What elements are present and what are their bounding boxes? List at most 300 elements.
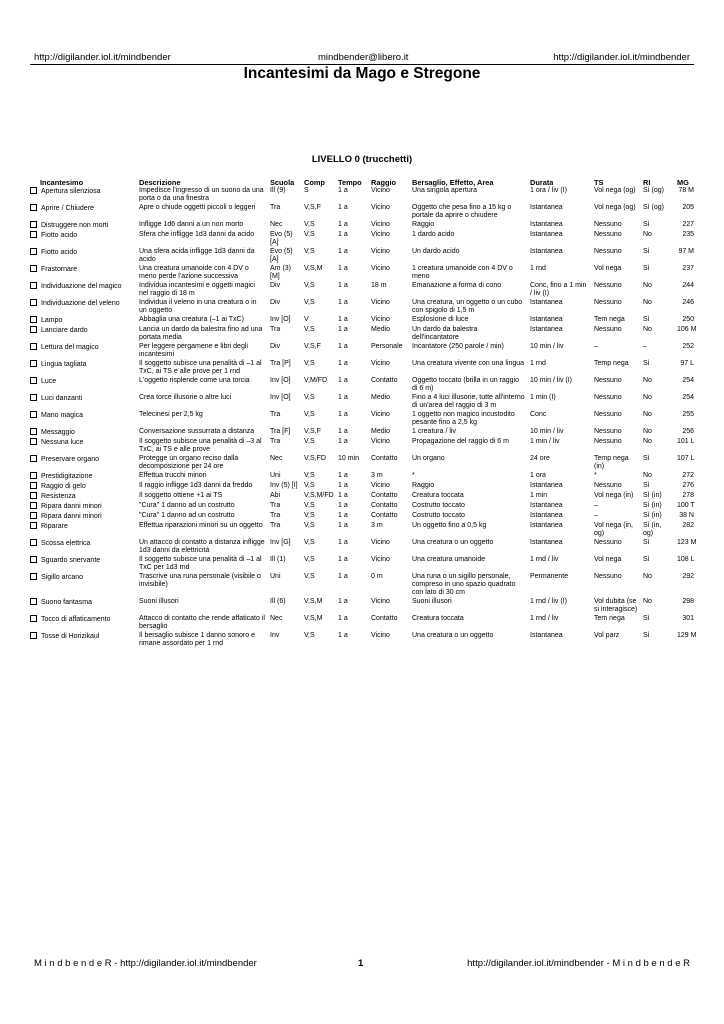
spell-range: Vicino bbox=[371, 265, 390, 272]
spell-target: Un dardo da balestra dell'incantatore bbox=[412, 326, 478, 341]
spell-name-cell bbox=[30, 455, 137, 472]
spell-saving-throw: Vol parz bbox=[594, 632, 620, 639]
spell-school: Tra [F] bbox=[270, 428, 291, 435]
spell-description: Individua incantesimi e oggetti magici nel raggio di 18 m bbox=[139, 282, 255, 297]
spell-school: Uni bbox=[270, 573, 281, 580]
spell-resistance: Sì bbox=[643, 539, 650, 546]
spell-name: Frastornare bbox=[41, 266, 78, 273]
col-header: Comp bbox=[304, 177, 325, 187]
spell-target: Raggio bbox=[412, 482, 435, 489]
spell-range: Vicino bbox=[371, 556, 390, 563]
spell-resistance: Sì (in) bbox=[643, 512, 662, 519]
spell-name-cell bbox=[30, 539, 137, 556]
spell-name-cell bbox=[30, 231, 137, 248]
spell-school: Nec bbox=[270, 615, 283, 622]
spell-duration: 1 min bbox=[530, 492, 548, 499]
spell-target: 1 oggetto non magico incustodito pesante fino a 2,5 kg bbox=[412, 411, 515, 426]
spell-name-cell bbox=[30, 326, 137, 343]
spell-casting-time: 1 a bbox=[338, 411, 348, 418]
spell-range: Vicino bbox=[371, 482, 390, 489]
checkbox-icon[interactable] bbox=[30, 472, 37, 479]
spell-description: Per leggere pergamene e libri degli incantesimi bbox=[139, 343, 248, 358]
spell-source: 100 T bbox=[677, 502, 695, 509]
spell-name: Prestidigitazione bbox=[41, 473, 93, 480]
spell-saving-throw: Nessuno bbox=[594, 539, 622, 546]
spell-school: Tra bbox=[270, 522, 281, 529]
checkbox-icon[interactable] bbox=[30, 231, 37, 238]
spell-range: Vicino bbox=[371, 231, 390, 238]
spell-resistance: Sì bbox=[643, 316, 650, 323]
checkbox-icon[interactable] bbox=[30, 522, 37, 529]
spell-components: V,S bbox=[304, 360, 315, 367]
checkbox-icon[interactable] bbox=[30, 598, 37, 605]
spell-source: 272 bbox=[682, 472, 694, 479]
spell-name-cell bbox=[30, 248, 137, 265]
spell-name: Aprire / Chiudere bbox=[41, 205, 94, 212]
spell-casting-time: 1 a bbox=[338, 343, 348, 350]
spell-components: V,S bbox=[304, 438, 315, 445]
spell-components: V,S bbox=[304, 326, 315, 333]
spell-source: 256 bbox=[682, 428, 694, 435]
spell-casting-time: 1 a bbox=[338, 360, 348, 367]
spell-saving-throw: Nessuno bbox=[594, 394, 622, 401]
spell-source: 227 bbox=[682, 221, 694, 228]
spell-target: 1 creatura umanoide con 4 DV o meno bbox=[412, 265, 513, 280]
spell-target: Esplosione di luce bbox=[412, 316, 469, 323]
spell-source: 255 bbox=[682, 411, 694, 418]
spell-saving-throw: Vol nega (og) bbox=[594, 204, 636, 211]
spell-name: Lampo bbox=[41, 317, 63, 324]
spell-saving-throw: Nessuno bbox=[594, 411, 622, 418]
table-row bbox=[30, 632, 694, 649]
spell-range: Medio bbox=[371, 326, 391, 333]
spell-source: 97 M bbox=[678, 248, 694, 255]
spell-target: Suoni illusori bbox=[412, 598, 452, 605]
spell-resistance: Sì bbox=[643, 265, 650, 272]
checkbox-icon[interactable] bbox=[30, 539, 37, 546]
spell-name-cell bbox=[30, 632, 137, 649]
spell-description: Il soggetto subisce una penalità di –3 al TxC, ai TS e alle prove bbox=[139, 438, 262, 453]
spell-duration: Istantanea bbox=[530, 482, 563, 489]
spell-target: Raggio bbox=[412, 221, 435, 228]
spell-resistance: No bbox=[643, 231, 652, 238]
spell-resistance: No bbox=[643, 438, 652, 445]
spell-components: V,S,M bbox=[304, 265, 323, 272]
spell-description: Suoni illusori bbox=[139, 598, 179, 605]
spell-source: 101 L bbox=[677, 438, 695, 445]
checkbox-icon[interactable] bbox=[30, 299, 37, 306]
spell-name-cell bbox=[30, 394, 137, 411]
spell-saving-throw: Vol dubita (se si interagisce) bbox=[594, 598, 638, 613]
col-header: MG bbox=[677, 177, 689, 187]
spell-name-cell bbox=[30, 492, 137, 502]
spell-casting-time: 1 a bbox=[338, 438, 348, 445]
spell-casting-time: 1 a bbox=[338, 573, 348, 580]
spell-description: Impedisce l'ingresso di un suono da una porta o da una finestra bbox=[139, 187, 264, 202]
spell-name: Apertura silenziosa bbox=[41, 188, 101, 195]
spell-source: 254 bbox=[682, 394, 694, 401]
spell-target: * bbox=[412, 472, 415, 479]
spell-duration: Istantanea bbox=[530, 632, 563, 639]
spell-saving-throw: Nessuno bbox=[594, 482, 622, 489]
spell-target: Un oggetto fino a 0,5 kg bbox=[412, 522, 487, 529]
spell-target: Incantatore (250 parole / min) bbox=[412, 343, 504, 350]
spell-name: Ripara danni minori bbox=[41, 503, 102, 510]
spell-saving-throw: Nessuno bbox=[594, 282, 622, 289]
spell-target: Creatura toccata bbox=[412, 615, 464, 622]
spell-duration: Istantanea bbox=[530, 512, 563, 519]
table-row bbox=[30, 556, 694, 573]
spell-source: 254 bbox=[682, 377, 694, 384]
spell-range: Medio bbox=[371, 394, 391, 401]
spell-description: Una creatura umanoide con 4 DV o meno perde l'azione successiva bbox=[139, 265, 249, 280]
col-header: Scuola bbox=[270, 177, 295, 187]
header-email: mindbender@libero.it bbox=[318, 52, 409, 63]
spell-description: L'oggetto risplende come una torcia bbox=[139, 377, 250, 384]
spell-casting-time: 1 a bbox=[338, 377, 348, 384]
table-row bbox=[30, 326, 694, 343]
spell-duration: 1 rnd / liv bbox=[530, 556, 559, 563]
spell-name-cell bbox=[30, 265, 137, 282]
spell-school: Tra bbox=[270, 411, 281, 418]
spell-name: Lanciare dardo bbox=[41, 327, 88, 334]
spell-description: Un attacco di contatto a distanza infligge 1d3 danni da elettricità bbox=[139, 539, 265, 554]
checkbox-icon[interactable] bbox=[30, 428, 37, 435]
spell-components: S bbox=[304, 187, 309, 194]
table-row bbox=[30, 428, 694, 438]
spell-duration: 1 rnd bbox=[530, 265, 546, 272]
spell-saving-throw: Vol nega bbox=[594, 556, 622, 563]
spell-source: 237 bbox=[682, 265, 694, 272]
spell-name: Resistenza bbox=[41, 493, 76, 500]
spell-name-cell bbox=[30, 615, 137, 632]
spell-duration: 1 ora / liv (I) bbox=[530, 187, 567, 194]
spell-school: Tra bbox=[270, 502, 281, 509]
spell-description: Attacco di contatto che rende affaticato il bersaglio bbox=[139, 615, 265, 630]
checkbox-icon[interactable] bbox=[30, 316, 37, 323]
spell-target: Oggetto toccato (brilla in un raggio di 6 m) bbox=[412, 377, 520, 392]
spell-name: Mano magica bbox=[41, 412, 84, 419]
spell-target: Emanazione a forma di cono bbox=[412, 282, 502, 289]
page-number: 1 bbox=[358, 958, 364, 969]
spell-description: Lancia un dardo da balestra fino ad una portata media bbox=[139, 326, 263, 341]
spell-components: V,M/FD bbox=[304, 377, 328, 384]
spell-school: Inv [G] bbox=[270, 539, 291, 546]
spell-range: Vicino bbox=[371, 632, 390, 639]
spell-resistance: Sì (og) bbox=[643, 204, 665, 211]
checkbox-icon[interactable] bbox=[30, 394, 37, 401]
checkbox-icon[interactable] bbox=[30, 204, 37, 211]
spell-casting-time: 1 a bbox=[338, 204, 348, 211]
spell-casting-time: 1 a bbox=[338, 316, 348, 323]
spell-target: Costrutto toccato bbox=[412, 512, 465, 519]
spell-components: V,S bbox=[304, 299, 315, 306]
spell-components: V,S bbox=[304, 539, 315, 546]
spell-saving-throw: Temp nega bbox=[594, 360, 629, 367]
spell-casting-time: 1 a bbox=[338, 512, 348, 519]
spell-casting-time: 1 a bbox=[338, 482, 348, 489]
spell-school: Div bbox=[270, 299, 281, 306]
checkbox-icon[interactable] bbox=[30, 377, 37, 384]
spell-source: 123 M bbox=[677, 539, 697, 546]
spell-range: Vicino bbox=[371, 539, 390, 546]
spell-description: Protegge un organo reciso dalla decomposizione per 24 ore bbox=[139, 455, 239, 470]
spell-components: V,S bbox=[304, 411, 315, 418]
spell-source: 282 bbox=[682, 522, 694, 529]
spell-name-cell bbox=[30, 360, 137, 377]
spell-school: Evo (5) [A] bbox=[270, 231, 293, 246]
spell-source: 78 M bbox=[678, 187, 694, 194]
spell-target: Un organo bbox=[412, 455, 445, 462]
checkbox-icon[interactable] bbox=[30, 502, 37, 509]
checkbox-icon[interactable] bbox=[30, 187, 37, 194]
page-title: Incantesimi da Mago e Stregone bbox=[243, 65, 481, 82]
spell-description: Effettua trucchi minori bbox=[139, 472, 207, 479]
spell-school: Div bbox=[270, 282, 281, 289]
spell-school: Tra bbox=[270, 438, 281, 445]
spell-resistance: Sì (in, og) bbox=[643, 522, 662, 537]
spell-source: 107 L bbox=[677, 455, 695, 462]
checkbox-icon[interactable] bbox=[30, 343, 37, 350]
spell-casting-time: 1 a bbox=[338, 556, 348, 563]
spell-range: Vicino bbox=[371, 221, 390, 228]
spell-name: Messaggio bbox=[41, 429, 75, 436]
spell-name-cell bbox=[30, 598, 137, 615]
spell-range: Medio bbox=[371, 428, 391, 435]
col-header: Bersaglio, Effetto, Area bbox=[412, 177, 494, 187]
spell-name-cell bbox=[30, 187, 137, 204]
table-row bbox=[30, 512, 694, 522]
spell-school: Nec bbox=[270, 455, 283, 462]
col-header: Incantesimo bbox=[40, 177, 84, 187]
spell-school: Inv bbox=[270, 632, 280, 639]
footer-right: http://digilander.iol.it/mindbender - M i n d b e n d e R bbox=[467, 958, 690, 969]
table-row bbox=[30, 502, 694, 512]
spell-school: Tra bbox=[270, 512, 281, 519]
checkbox-icon[interactable] bbox=[30, 615, 37, 622]
spell-name-cell bbox=[30, 299, 137, 316]
spell-description: Individua il veleno in una creatura o in un oggetto bbox=[139, 299, 257, 314]
spell-range: Vicino bbox=[371, 411, 390, 418]
spell-saving-throw: Nessuno bbox=[594, 299, 622, 306]
spell-range: 3 m bbox=[371, 522, 383, 529]
spell-casting-time: 1 a bbox=[338, 598, 348, 605]
checkbox-icon[interactable] bbox=[30, 482, 37, 489]
spell-range: Contatto bbox=[371, 492, 398, 499]
spell-source: 106 M bbox=[677, 326, 697, 333]
spell-description: Abbaglia una creatura (–1 ai TxC) bbox=[139, 316, 244, 323]
checkbox-icon[interactable] bbox=[30, 265, 37, 272]
spell-resistance: Sì bbox=[643, 556, 650, 563]
spell-range: Vicino bbox=[371, 438, 390, 445]
spell-description: Conversazione sussurrata a distanza bbox=[139, 428, 255, 435]
spell-components: V bbox=[304, 316, 309, 323]
col-header: Raggio bbox=[371, 177, 397, 187]
spell-school: Ill (9) bbox=[270, 187, 286, 194]
spell-name-cell bbox=[30, 522, 137, 539]
checkbox-icon[interactable] bbox=[30, 632, 37, 639]
spell-duration: Istantanea bbox=[530, 326, 563, 333]
spell-name-cell bbox=[30, 316, 137, 326]
spell-description: Una sfera acida infligge 1d3 danni da acido bbox=[139, 248, 255, 263]
table-row bbox=[30, 472, 694, 482]
spell-saving-throw: Tem nega bbox=[594, 615, 625, 622]
spell-name: Luci danzanti bbox=[41, 395, 83, 402]
spell-resistance: Sì bbox=[643, 360, 650, 367]
spell-saving-throw: * bbox=[594, 472, 597, 479]
spell-name: Sigillo arcano bbox=[41, 574, 84, 581]
spell-casting-time: 1 a bbox=[338, 231, 348, 238]
table-row bbox=[30, 455, 694, 472]
spell-saving-throw: Nessuno bbox=[594, 438, 622, 445]
checkbox-icon[interactable] bbox=[30, 573, 37, 580]
spell-casting-time: 1 a bbox=[338, 492, 348, 499]
spell-source: 252 bbox=[682, 343, 694, 350]
spell-resistance: No bbox=[643, 428, 652, 435]
checkbox-icon[interactable] bbox=[30, 248, 37, 255]
checkbox-icon[interactable] bbox=[30, 556, 37, 563]
checkbox-icon[interactable] bbox=[30, 411, 37, 418]
spell-components: V,S,F bbox=[304, 204, 321, 211]
spell-casting-time: 1 a bbox=[338, 282, 348, 289]
spell-source: 97 L bbox=[680, 360, 694, 367]
page-footer bbox=[30, 958, 694, 970]
spell-name-cell bbox=[30, 472, 137, 482]
spell-duration: 1 rnd / liv (I) bbox=[530, 598, 567, 605]
header-left-url: http://digilander.iol.it/mindbender bbox=[34, 52, 171, 63]
checkbox-icon[interactable] bbox=[30, 326, 37, 333]
spell-resistance: No bbox=[643, 411, 652, 418]
spell-description: Crea torce illusorie o altre luci bbox=[139, 394, 232, 401]
checkbox-icon[interactable] bbox=[30, 512, 37, 519]
spell-resistance: No bbox=[643, 598, 652, 605]
spell-description: "Cura" 1 danno ad un costrutto bbox=[139, 502, 235, 509]
col-header: Tempo bbox=[338, 177, 362, 187]
table-row bbox=[30, 248, 694, 265]
spell-resistance: Sì bbox=[643, 455, 650, 462]
spell-name: Individuazione del veleno bbox=[41, 300, 120, 307]
spell-source: 250 bbox=[682, 316, 694, 323]
table-row bbox=[30, 598, 694, 615]
spell-name: Suono fantasma bbox=[41, 599, 92, 606]
col-header: Durata bbox=[530, 177, 554, 187]
spell-source: 298 bbox=[682, 598, 694, 605]
spell-range: Contatto bbox=[371, 377, 398, 384]
spell-duration: Istantanea bbox=[530, 316, 563, 323]
spell-name-cell bbox=[30, 502, 137, 512]
spell-casting-time: 1 a bbox=[338, 326, 348, 333]
spell-components: V,S bbox=[304, 522, 315, 529]
spell-saving-throw: Nessuno bbox=[594, 326, 622, 333]
spell-casting-time: 1 a bbox=[338, 632, 348, 639]
spell-range: Contatto bbox=[371, 615, 398, 622]
table-row bbox=[30, 411, 694, 428]
spell-resistance: Sì bbox=[643, 482, 650, 489]
spell-name: Tocco di affaticamento bbox=[41, 616, 111, 623]
spell-casting-time: 1 a bbox=[338, 187, 348, 194]
spell-saving-throw: Tem nega bbox=[594, 316, 625, 323]
spell-components: V,S,F bbox=[304, 428, 321, 435]
spell-name-cell bbox=[30, 573, 137, 598]
checkbox-icon[interactable] bbox=[30, 221, 37, 228]
spell-name: Preservare organo bbox=[41, 456, 99, 463]
level-title: LIVELLO 0 (trucchetti) bbox=[311, 154, 413, 165]
spell-source: 246 bbox=[682, 299, 694, 306]
spell-description: Apre o chiude oggetti piccoli o leggeri bbox=[139, 204, 256, 211]
checkbox-icon[interactable] bbox=[30, 438, 37, 445]
spell-target: Propagazione del raggio di 6 m bbox=[412, 438, 509, 445]
spell-target: Una creatura o un oggetto bbox=[412, 539, 494, 546]
checkbox-icon[interactable] bbox=[30, 360, 37, 367]
spell-range: Vicino bbox=[371, 316, 390, 323]
checkbox-icon[interactable] bbox=[30, 455, 37, 462]
spell-duration: Istantanea bbox=[530, 221, 563, 228]
spell-casting-time: 1 a bbox=[338, 221, 348, 228]
spell-name-cell bbox=[30, 482, 137, 492]
spell-saving-throw: Vol nega (og) bbox=[594, 187, 636, 194]
spell-school: Inv [O] bbox=[270, 316, 291, 323]
table-row bbox=[30, 265, 694, 282]
table-row bbox=[30, 299, 694, 316]
spell-range: Vicino bbox=[371, 299, 390, 306]
spell-school: Am (3) [M] bbox=[270, 265, 291, 280]
spell-duration: Permanente bbox=[530, 573, 569, 580]
spell-name-cell bbox=[30, 512, 137, 522]
spell-saving-throw: Nessuno bbox=[594, 231, 622, 238]
table-row bbox=[30, 482, 694, 492]
spell-casting-time: 1 a bbox=[338, 472, 348, 479]
table-row bbox=[30, 573, 694, 598]
spell-duration: 24 ore bbox=[530, 455, 550, 462]
spell-target: Una creatura, un oggetto o un cubo con spigolo di 1,5 m bbox=[412, 299, 523, 314]
spell-duration: 1 ora bbox=[530, 472, 546, 479]
spell-casting-time: 1 a bbox=[338, 248, 348, 255]
spell-description: Il soggetto subisce una penalità di –1 al TxC per 1d3 rnd bbox=[139, 556, 262, 571]
checkbox-icon[interactable] bbox=[30, 492, 37, 499]
table-row bbox=[30, 282, 694, 299]
spell-source: 301 bbox=[682, 615, 694, 622]
spell-resistance: Sì (in) bbox=[643, 492, 662, 499]
spell-saving-throw: Vol nega bbox=[594, 265, 622, 272]
spell-range: 0 m bbox=[371, 573, 383, 580]
table-row bbox=[30, 492, 694, 502]
spell-components: V,S bbox=[304, 502, 315, 509]
spell-name-cell bbox=[30, 221, 137, 231]
spell-resistance: No bbox=[643, 282, 652, 289]
spell-name: Riparare bbox=[41, 523, 68, 530]
spell-name: Luce bbox=[41, 378, 57, 385]
spell-range: 18 m bbox=[371, 282, 387, 289]
spell-resistance: Sì (og) bbox=[643, 187, 665, 194]
spell-saving-throw: Nessuno bbox=[594, 248, 622, 255]
spell-resistance: Sì bbox=[643, 632, 650, 639]
checkbox-icon[interactable] bbox=[30, 282, 37, 289]
spell-range: 3 m bbox=[371, 472, 383, 479]
spell-casting-time: 1 a bbox=[338, 394, 348, 401]
spell-range: Vicino bbox=[371, 598, 390, 605]
spell-name: Fiotto acido bbox=[41, 232, 78, 239]
spell-duration: 1 min (I) bbox=[530, 394, 556, 401]
spell-school: Inv [O] bbox=[270, 394, 291, 401]
table-header-row bbox=[30, 178, 694, 187]
spell-name-cell bbox=[30, 411, 137, 428]
spell-casting-time: 1 a bbox=[338, 265, 348, 272]
spell-description: Telecinesi per 2,5 kg bbox=[139, 411, 203, 418]
spell-target: 1 dardo acido bbox=[412, 231, 455, 238]
spell-saving-throw: Nessuno bbox=[594, 573, 622, 580]
spell-name-cell bbox=[30, 438, 137, 455]
spell-description: Il soggetto ottiene +1 ai TS bbox=[139, 492, 223, 499]
